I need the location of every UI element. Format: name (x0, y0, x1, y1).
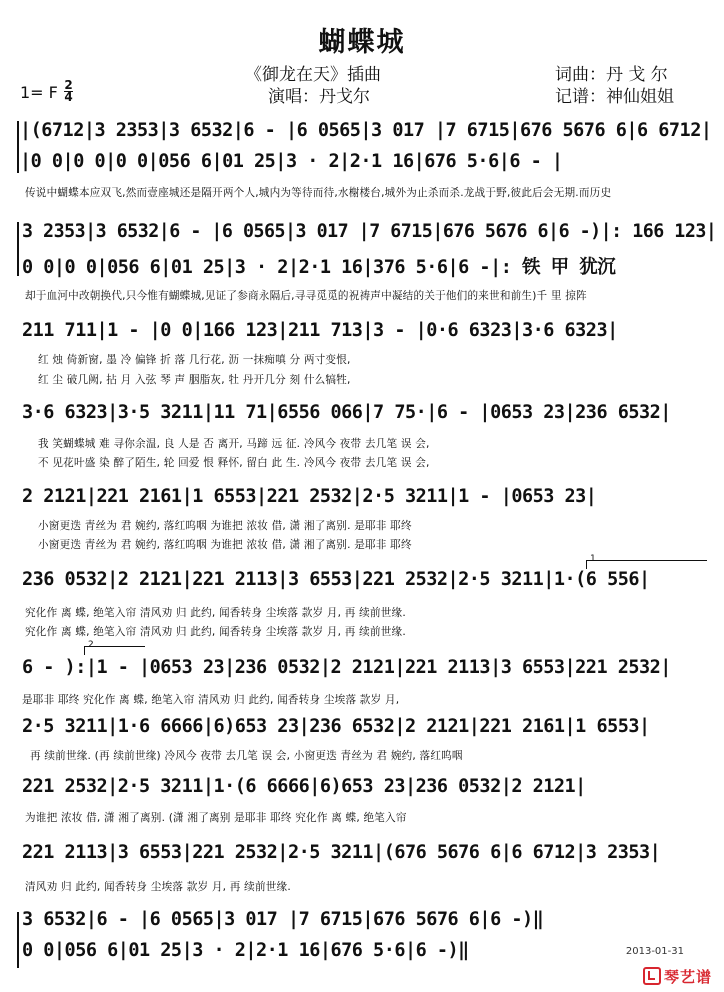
lyric-line: 是耶非 耶终 究化作 离 蝶, 绝笔入帘 清风劝 归 此约, 闻香转身 尘埃落 款岁 月, (22, 694, 400, 706)
brand-logo (643, 966, 712, 987)
lyric-line: 清风劝 归 此约, 闻香转身 尘埃落 款岁 月, 再 续前世缘. (25, 881, 291, 893)
numbered-staff: 211 711|1 - |0 0|166 123|211 713|3 - |0·6 6323|3·6 6323| (22, 320, 618, 341)
numbered-staff: 2·5 3211|1·6 6666|6)653 23|236 6532|2 2121|221 2161|1 6553| (22, 716, 650, 737)
lyric-line: 小窗更迭 青丝为 君 婉约, 落红呜咽 为谁把 浓妆 借, 潇 湘了离别. 是耶非 耶终 (38, 520, 412, 532)
numbered-staff: 221 2532|2·5 3211|1·(6 6666|6)653 23|236 0532|2 2121| (22, 776, 586, 797)
lyric-line: 传说中蝴蝶本应双飞,然而壹座城还是隔开两个人,城内为等待而待,水榭楼台,城外为止杀而杀.龙战于野,彼此后会无期.而历史 (25, 187, 612, 199)
transcriber-credit: 记谱：神仙姐姐 (555, 87, 674, 107)
composer-credit: 词曲：丹 戈 尔 (555, 65, 668, 85)
song-title: 蝴蝶城 (318, 27, 406, 58)
lyric-line: 不 见花叶盛 染 醉了陌生, 轮 回爱 恨 释怀, 留白 此 生. 冷风今 夜带 去几笔 误 会, (38, 457, 430, 469)
numbered-staff: 0 0|0 0|056 6|01 25|3 · 2|2·1 16|376 5·6|6 -|: 铁 甲 犹沉 (22, 257, 616, 278)
transcription-date: 2013-01-31 (625, 946, 684, 957)
lyric-line: 小窗更迭 青丝为 君 婉约, 落红呜咽 为谁把 浓妆 借, 潇 湘了离别. 是耶非 耶终 (38, 539, 412, 551)
lyric-line: 红 尘 破几阙, 拈 月 入弦 琴 声 胭脂灰, 牡 丹开几分 刻 什么犒牲, (38, 374, 351, 386)
second-ending-bracket: 2 (84, 646, 145, 655)
numbered-staff: 3 2353|3 6532|6 - |6 0565|3 017 |7 6715|676 5676 6|6 -)|: 166 123| (22, 221, 717, 242)
system-brace (17, 222, 19, 276)
time-signature-bottom: 4 (64, 90, 73, 104)
numbered-staff: 3·6 6323|3·5 3211|11 71|6556 066|7 75·|6 - |0653 23|236 6532| (22, 402, 671, 423)
system-brace (17, 912, 19, 968)
time-signature-top: 2 (64, 78, 73, 92)
lyric-line: 究化作 离 蝶, 绝笔入帘 清风劝 归 此约, 闻香转身 尘埃落 款岁 月, 再 续前世缘. (25, 626, 406, 638)
numbered-staff: 3 6532|6 - |6 0565|3 017 |7 6715|676 5676 6|6 -)‖ (22, 909, 544, 930)
key-signature: 1= F (20, 83, 58, 102)
lyric-line: 为谁把 浓妆 借, 潇 湘了离别. (潇 湘了离别 是耶非 耶终 究化作 离 蝶, 绝笔入帘 (25, 812, 407, 824)
numbered-staff: 0 0|056 6|01 25|3 · 2|2·1 16|676 5·6|6 -)‖ (22, 940, 469, 961)
time-signature (64, 80, 73, 103)
lyric-line: 再 续前世缘. (再 续前世缘) 冷风今 夜带 去几笔 误 会, 小窗更迭 青丝为 君 婉约, 落红呜咽 (30, 750, 463, 762)
brand-name: 琴艺谱 (663, 968, 712, 986)
numbered-staff: |0 0|0 0|0 0|056 6|01 25|3 · 2|2·1 16|676 5·6|6 - | (20, 151, 563, 172)
singer-credit: 演唱：丹戈尔 (268, 87, 370, 107)
lyric-line: 却于血河中改朝换代,只今惟有蝴蝶城,见证了参商永隔后,寻寻觅觅的祝祷声中凝结的关于他们的来世和前生)千 里 掠阵 (25, 290, 587, 302)
numbered-staff: 236 0532|2 2121|221 2113|3 6553|221 2532|2·5 3211|1·(6 556| (22, 569, 650, 590)
lyric-line: 我 笑蝴蝶城 难 寻你余温, 良 人是 否 离开, 马蹄 远 征. 冷风今 夜带 去几笔 误 会, (38, 438, 430, 450)
first-ending-bracket: 1 (586, 560, 707, 569)
subtitle: 《御龙在天》插曲 (245, 65, 381, 85)
brand-mark-icon (643, 967, 661, 985)
system-brace (17, 121, 19, 173)
numbered-staff: |(6712|3 2353|3 6532|6 - |6 0565|3 017 |7 6715|676 5676 6|6 6712| (20, 120, 712, 141)
numbered-staff: 6 - ):|1 - |0653 23|236 0532|2 2121|221 2113|3 6553|221 2532| (22, 657, 671, 678)
numbered-staff: 221 2113|3 6553|221 2532|2·5 3211|(676 5676 6|6 6712|3 2353| (22, 842, 661, 863)
lyric-line: 究化作 离 蝶, 绝笔入帘 清风劝 归 此约, 闻香转身 尘埃落 款岁 月, 再 续前世缘. (25, 607, 406, 619)
lyric-line: 红 烛 倚新窗, 墨 冷 偏锋 折 落 几行花, 沥 一抹痴嗔 分 两寸变恨, (38, 354, 351, 366)
numbered-staff: 2 2121|221 2161|1 6553|221 2532|2·5 3211|1 - |0653 23| (22, 486, 597, 507)
